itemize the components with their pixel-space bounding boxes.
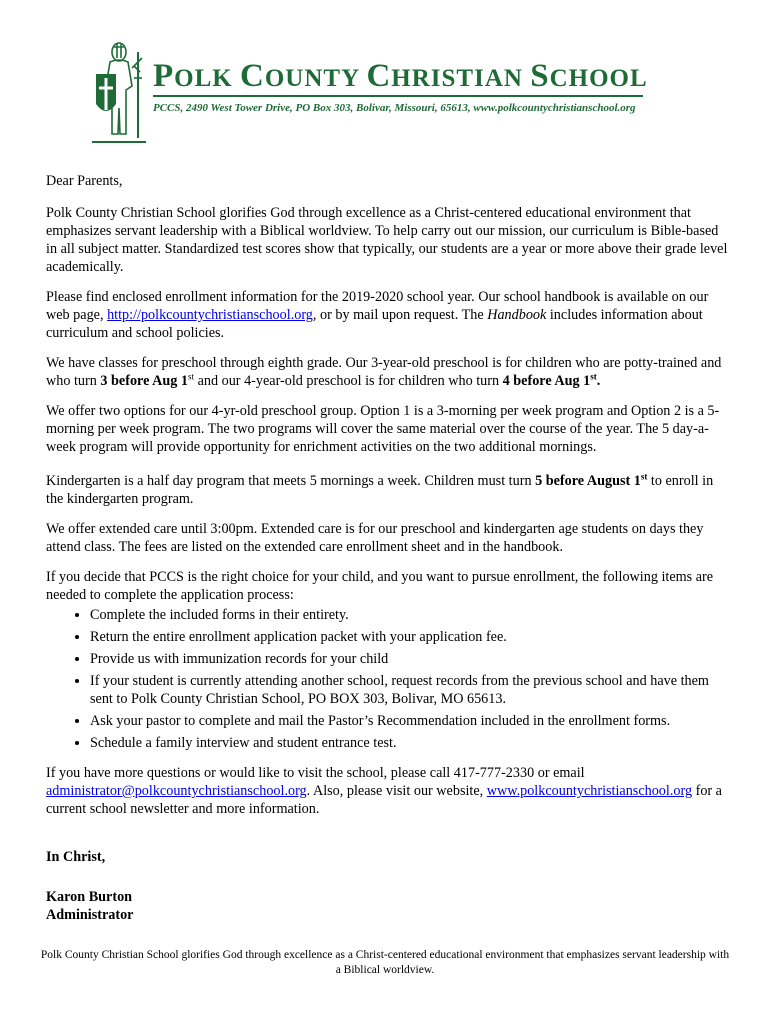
- paragraph-classes: [46, 354, 732, 390]
- list-item: • If your student is currently attending another school, request records from the previous school and have them sent to Polk County Christian School, PO BOX 303, Bolivar, MO 65613.: [90, 672, 732, 708]
- paragraph-mission: Polk County Christian School glorifies God through excellence as a Christ-centered educational environment that emphasizes servant leadership with a Biblical worldview. To help carry out our mission, our curriculum is Bible-based in all subject matter. Standardized test scores show that typically, our students are a year or more above their grade level academically.: [46, 205, 728, 275]
- requirements-list: [46, 606, 732, 752]
- name-rest: HRISTIAN: [391, 65, 531, 92]
- list-item: • Provide us with immunization records for your child: [90, 650, 732, 668]
- text: includes information about curriculum and school policies.: [46, 307, 703, 341]
- text: Please find enclosed enrollment information for the 2019-2020 school year. Our school handbook is available on our web page,: [46, 289, 709, 323]
- list-item: • Return the entire enrollment application packet with your application fee.: [90, 628, 732, 646]
- ordinal: st: [188, 371, 195, 382]
- ordinal: st: [590, 371, 597, 382]
- letterhead: [90, 38, 690, 148]
- knight-logo-icon: [90, 38, 148, 146]
- letterhead-address: PCCS, 2490 West Tower Drive, PO Box 303, Bolivar, Missouri, 65613, www.polkcountychristianschool.org: [153, 102, 636, 114]
- text: Kindergarten is a half day program that meets 5 mornings a week. Children must turn: [46, 473, 536, 489]
- paragraph-application-intro: If you decide that PCCS is the right choice for your child, and you want to pursue enrollment, the following items are needed to complete the application process:: [46, 569, 714, 603]
- name-cap: C: [366, 58, 392, 94]
- text: . Also, please visit our website,: [306, 783, 487, 799]
- text: and our 4-year-old preschool is for children who turn: [194, 373, 503, 389]
- paragraph-contact: [46, 764, 732, 818]
- closing: In Christ,: [46, 849, 106, 865]
- name-rest: CHOOL: [549, 65, 648, 92]
- letterhead-rule: [153, 95, 643, 97]
- email-link[interactable]: administrator@polkcountychristianschool.org: [46, 783, 307, 799]
- paragraph-extended-care: We offer extended care until 3:00pm. Extended care is for our preschool and kindergarten age students on days they attend class. The fees are listed on the extended care enrollment sheet and in the handbook.: [46, 521, 704, 555]
- list-item: • Ask your pastor to complete and mail the Pastor’s Recommendation included in the enrollment forms.: [90, 712, 732, 730]
- name-cap: S: [530, 58, 550, 94]
- list-item: • Schedule a family interview and student entrance test.: [90, 734, 732, 752]
- name-cap: C: [240, 58, 265, 94]
- text: for a current school newsletter and more information.: [46, 783, 722, 817]
- text: We have classes for preschool through eighth grade. Our 3-year-old preschool is for children who are potty-trained and who turn: [46, 355, 722, 389]
- letter-body: [46, 172, 732, 924]
- text: If you have more questions or would like to visit the school, please call 417-777-2330 or email: [46, 765, 585, 781]
- signer-title: Administrator: [46, 907, 134, 923]
- website-link[interactable]: http://polkcountychristianschool.org: [107, 307, 313, 323]
- age-4-cutoff: 4 before Aug 1: [502, 373, 591, 389]
- salutation: Dear Parents,: [46, 173, 123, 189]
- name-rest: OUNTY: [264, 65, 367, 92]
- kindergarten-cutoff: 5 before August 1: [535, 473, 641, 489]
- name-cap: P: [153, 58, 175, 94]
- age-3-cutoff: 3 before Aug 1: [100, 373, 189, 389]
- name-rest: OLK: [174, 65, 240, 92]
- text: to enroll in the kindergarten program.: [46, 473, 714, 507]
- list-item: • Complete the included forms in their entirety.: [90, 606, 732, 624]
- text: , or by mail upon request. The: [312, 307, 488, 323]
- handbook-italic: Handbook: [487, 307, 547, 323]
- website-link[interactable]: www.polkcountychristianschool.org: [486, 783, 693, 799]
- school-name: [153, 58, 648, 95]
- paragraph-kindergarten: [46, 472, 732, 508]
- signer-name: Karon Burton: [46, 889, 133, 905]
- period: .: [596, 373, 601, 389]
- paragraph-preschool-options: We offer two options for our 4-yr-old preschool group. Option 1 is a 3-morning per week program and Option 2 is a 5-morning per week program. The two programs will cover the same material over the course of the year. The 5 day-a-week program will provide opportunity for enrichment activities on the two additional mornings.: [46, 403, 720, 455]
- paragraph-enrollment-info: [46, 288, 732, 342]
- ordinal: st: [640, 471, 648, 482]
- footer-mission: Polk County Christian School glorifies God through excellence as a Christ-centered educational environment that emphasizes servant leadership with a Biblical worldview.: [40, 949, 730, 976]
